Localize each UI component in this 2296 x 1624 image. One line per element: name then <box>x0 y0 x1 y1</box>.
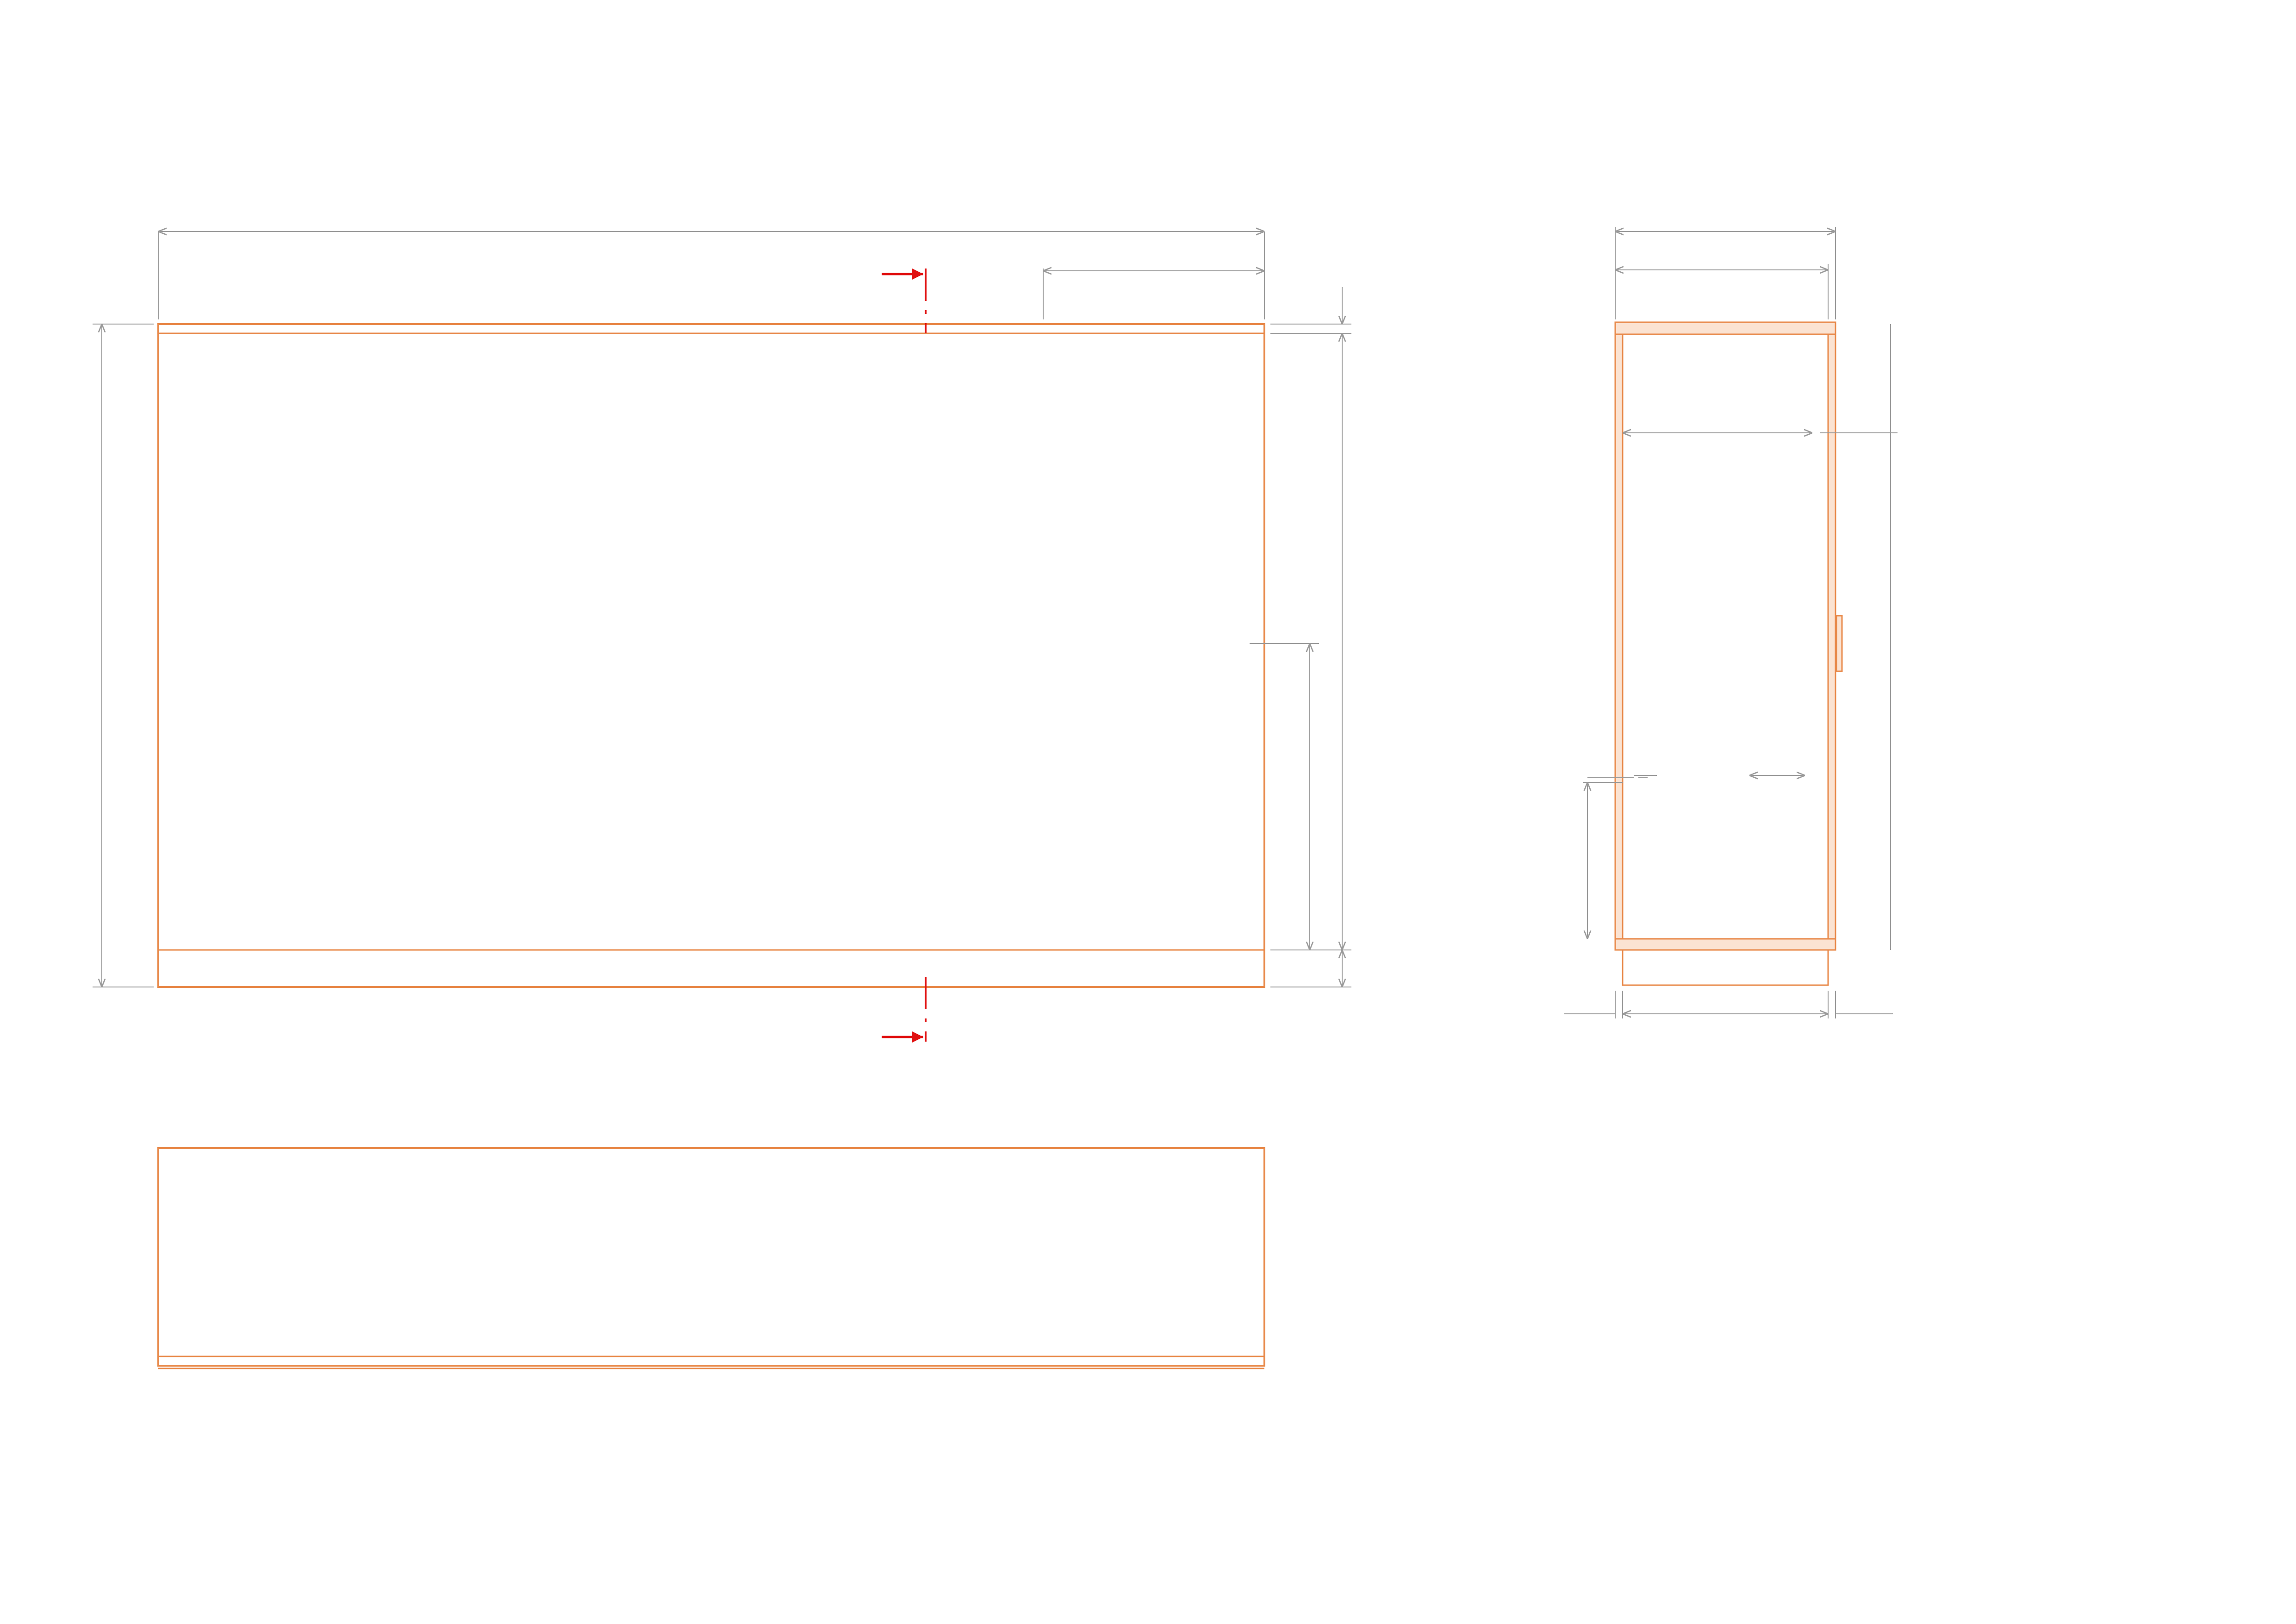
side-handle <box>1836 616 1842 671</box>
side-plinth <box>1623 950 1828 985</box>
front-carcass-outline <box>158 324 1264 987</box>
plan-carcass-outline <box>158 1148 1264 1366</box>
front-dimensions <box>93 231 1351 987</box>
front-view <box>158 324 1264 987</box>
side-dimensions <box>1564 227 1898 1018</box>
side-bottom-board <box>1615 939 1836 950</box>
plan-view <box>158 1148 1264 1368</box>
side-wall-front <box>1615 334 1623 950</box>
side-section <box>1615 322 1842 985</box>
side-wall-back <box>1828 334 1836 950</box>
side-top-board <box>1615 322 1836 334</box>
